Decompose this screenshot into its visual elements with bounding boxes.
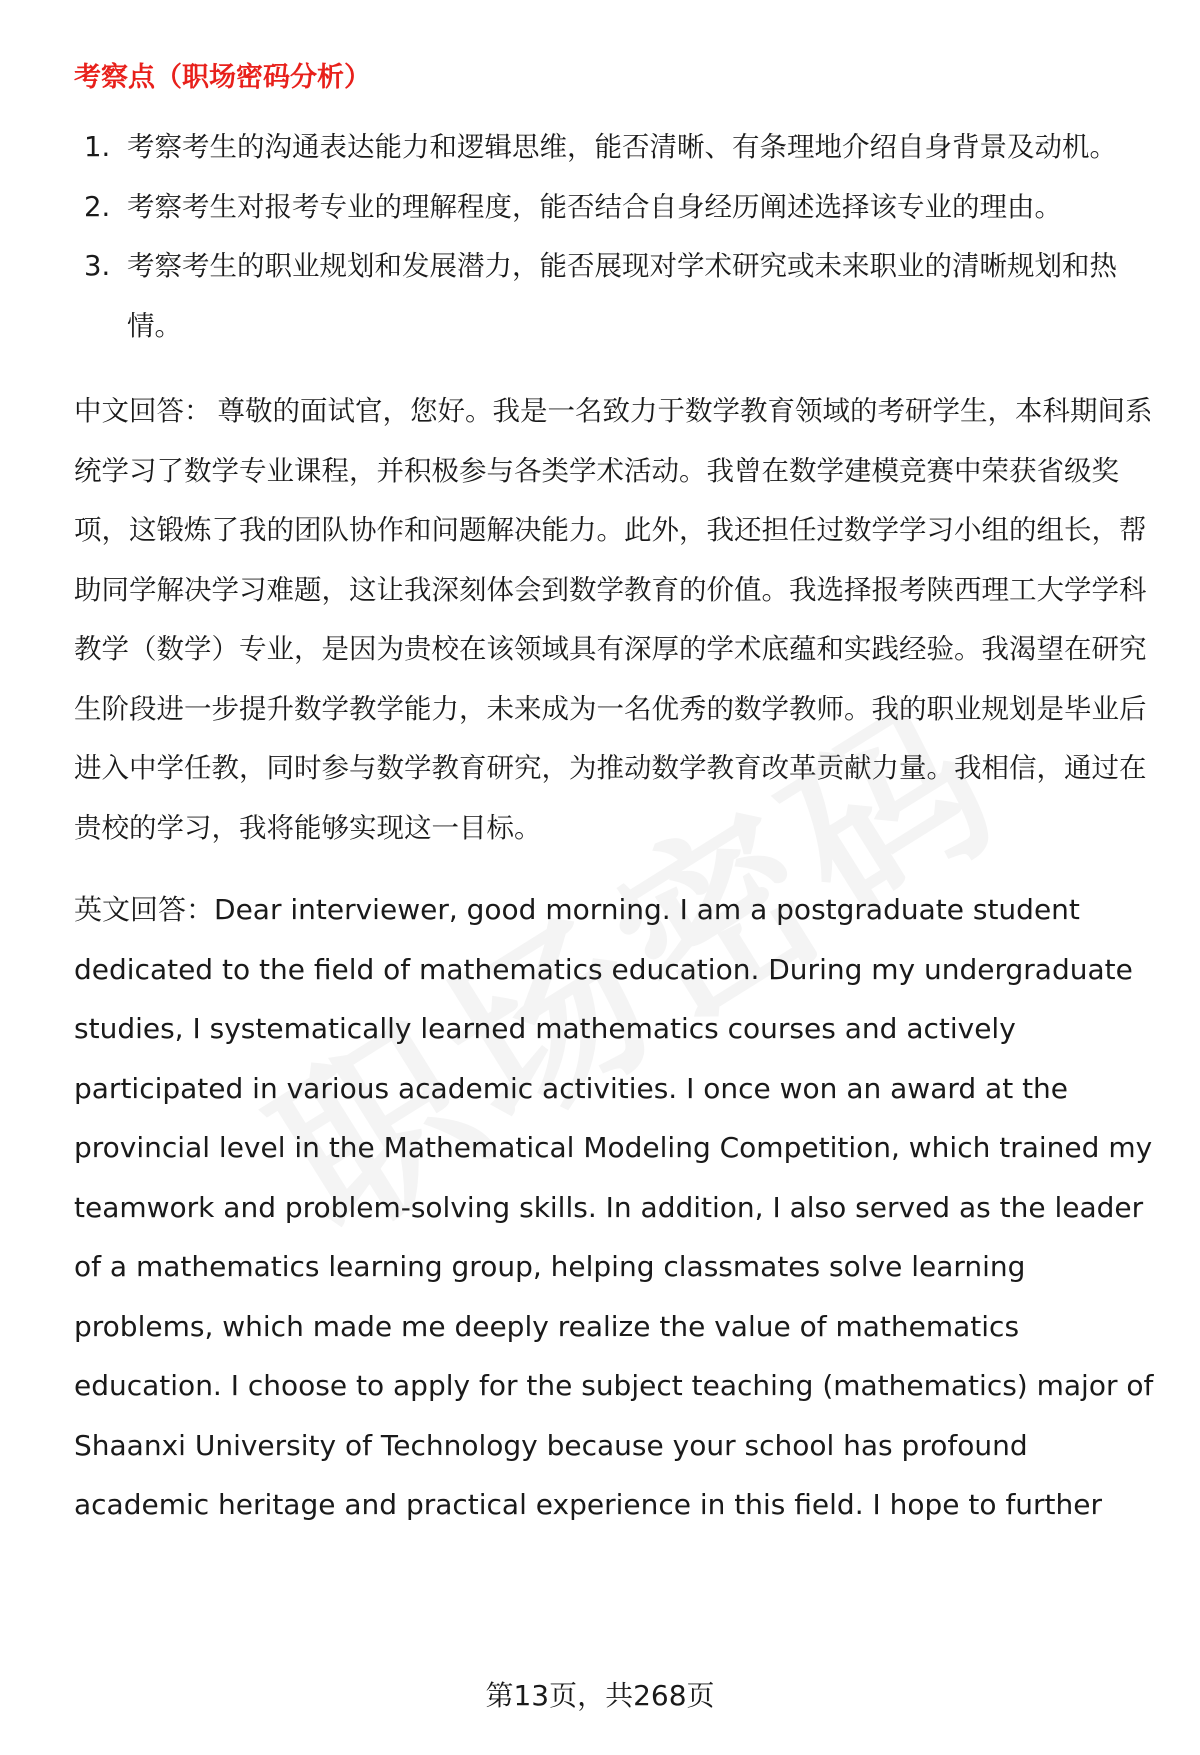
evaluation-points-list bbox=[74, 118, 1154, 356]
list-item-text: 考察考生的沟通表达能力和逻辑思维，能否清晰、有条理地介绍自身背景及动机。 bbox=[127, 131, 1117, 163]
english-answer-text: Dear interviewer, good morning. I am a postgraduate student dedicated to the field of mathematics education. During my undergraduate studies, I systematically learned mathematics courses and actively participated in various academic activities. I once won an award at the provincial level in the Mathematical Modeling Competition, which trained my teamwork and problem-solving skills. In addition, I also served as the leader of a mathematics learning group, helping classmates solve learning problems, which made me deeply realize the value of mathematics education. I choose to apply for the subject teaching (mathematics) major of Shaanxi University of Technology because your school has profound academic heritage and practical experience in this field. I hope to further bbox=[74, 893, 1154, 1521]
list-item bbox=[74, 118, 1154, 178]
section-title: 考察点（职场密码分析） bbox=[74, 62, 371, 93]
page-number-footer: 第13页，共268页 bbox=[485, 1679, 715, 1712]
list-item-text: 考察考生的职业规划和发展潜力，能否展现对学术研究或未来职业的清晰规划和热情。 bbox=[127, 250, 1117, 342]
chinese-answer-paragraph bbox=[74, 382, 1154, 858]
list-item bbox=[74, 178, 1154, 238]
list-item bbox=[74, 237, 1154, 356]
list-item-number: 1. bbox=[84, 131, 111, 163]
list-item-number: 3. bbox=[84, 250, 111, 282]
list-item-number: 2. bbox=[84, 190, 111, 223]
chinese-answer-text: 尊敬的面试官，您好。我是一名致力于数学教育领域的考研学生，本科期间系统学习了数学专业课程，并积极参与各类学术活动。我曾在数学建模竞赛中荣获省级奖项，这锻炼了我的团队协作和问题解决能力。此外，我还担任过数学学习小组的组长，帮助同学解决学习难题，这让我深刻体会到数学教育的价值。我选择报考陕西理工大学学科教学（数学）专业，是因为贵校在该领域具有深厚的学术底蕴和实践经验。我渴望在研究生阶段进一步提升数学教学能力，未来成为一名优秀的数学教师。我的职业规划是毕业后进入中学任教，同时参与数学教育研究，为推动数学教育改革贡献力量。我相信，通过在贵校的学习，我将能够实现这一目标。 bbox=[74, 395, 1153, 844]
page-content bbox=[74, 58, 1154, 1535]
chinese-answer-label: 中文回答： bbox=[74, 395, 212, 427]
list-item-text: 考察考生对报考专业的理解程度，能否结合自身经历阐述选择该专业的理由。 bbox=[127, 190, 1062, 223]
english-answer-paragraph bbox=[74, 880, 1154, 1535]
english-answer-label: 英文回答： bbox=[74, 893, 215, 926]
